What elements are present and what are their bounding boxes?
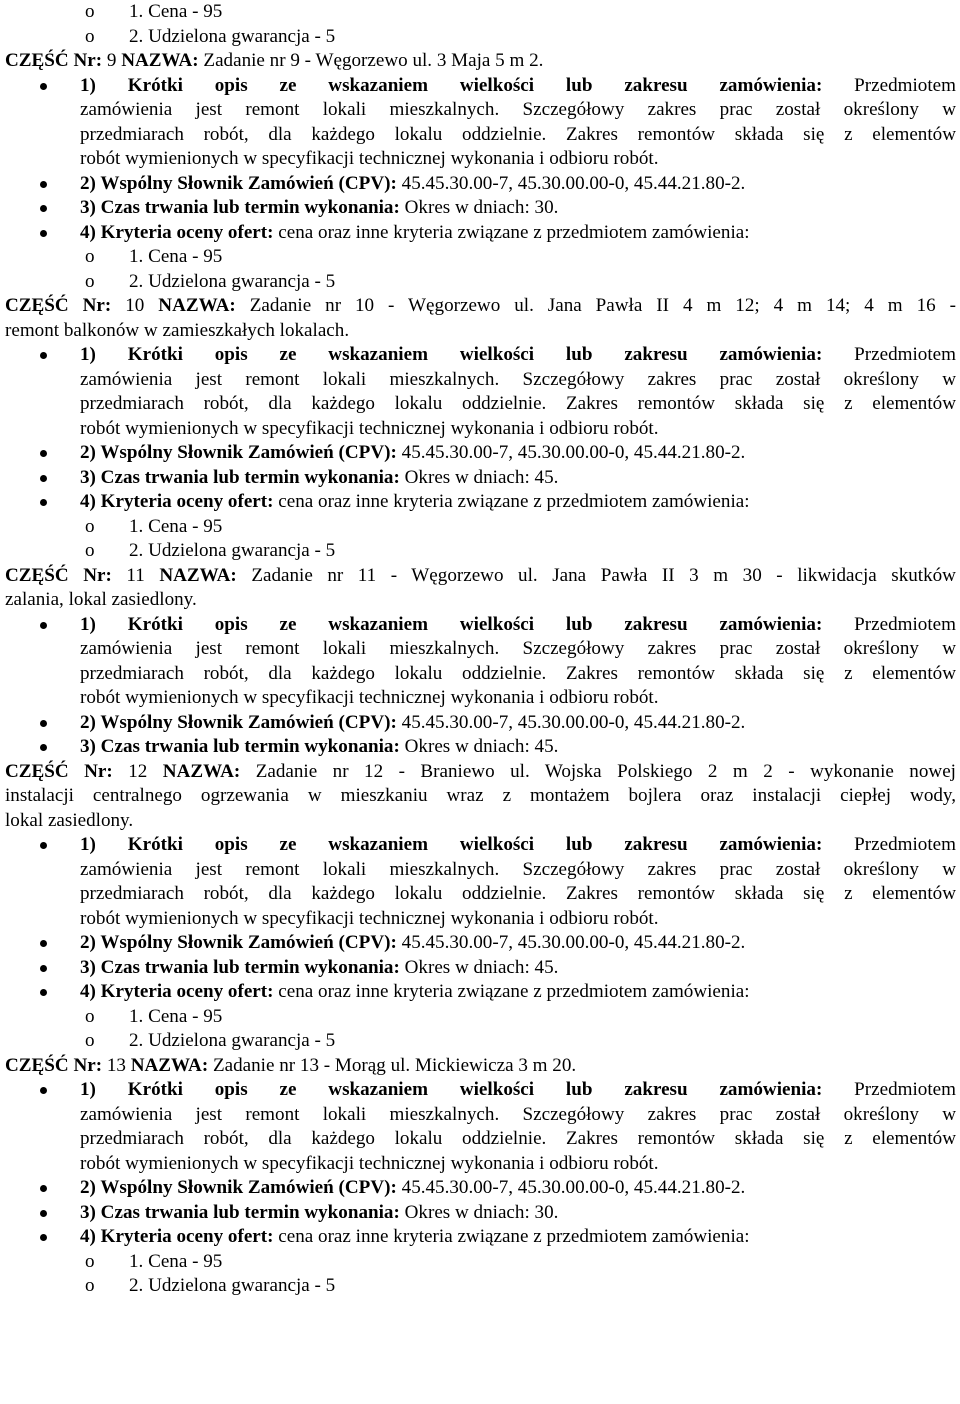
criterion-price: o 1. Cena - 95 [85,1005,223,1027]
part-heading-11-line: zalania, lokal zasiedlony. [5,589,197,610]
part-9-duration: 3) Czas trwania lub termin wykonania: Okres w dniach: 30. [5,196,956,221]
part-11-cpv: 2) Wspólny Słownik Zamówień (CPV): 45.45.30.00-7, 45.30.00.00-0, 45.44.21.80-2. [5,711,956,736]
part-heading-10-line: remont balkonów w zamieszkałych lokalach. [5,319,350,341]
part-10-criteria: 4) Kryteria oceny ofert: cena oraz inne kryteria związane z przedmiotem zamówienia: [5,490,956,515]
bullet-icon [40,450,47,457]
criterion-guarantee: o 2. Udzielona gwarancja - 5 [85,270,336,292]
part-12-duration: 3) Czas trwania lub termin wykonania: Okres w dniach: 45. [5,956,956,981]
part-9-criteria: 4) Kryteria oceny ofert: cena oraz inne kryteria związane z przedmiotem zamówienia: [5,221,956,246]
part-13-description-line: przedmiarach robót, dla każdego lokalu oddzielnie. Zakres remontów składa się z elementów [80,1128,956,1149]
criterion-guarantee: o 2. Udzielona gwarancja - 5 [85,1275,336,1296]
bullet-icon [40,499,47,506]
part-13-cpv: 2) Wspólny Słownik Zamówień (CPV): 45.45.30.00-7, 45.30.00.00-0, 45.44.21.80-2. [5,1176,956,1201]
bullet-icon [40,989,47,996]
criterion-guarantee: o 2. Udzielona gwarancja - 5 [85,540,336,561]
part-13-description: 1) Krótki opis ze wskazaniem wielkości lub zakresu zamówienia: Przedmiotem [5,1078,956,1103]
criterion-price: o 1. Cena - 95 [85,246,223,267]
part-heading-12-line: lokal zasiedlony. [5,809,134,831]
part-10-description-line: robót wymienionych w specyfikacji technicznej wykonania i odbioru robót. [80,417,659,439]
part-11-duration: 3) Czas trwania lub termin wykonania: Okres w dniach: 45. [5,735,956,760]
bullet-icon [40,1185,47,1192]
part-heading-9: CZĘŚĆ Nr: 9 NAZWA: Zadanie nr 9 - Węgorzewo ul. 3 Maja 5 m 2. [5,50,544,71]
document-page [5,0,956,1299]
criterion-guarantee: o 2. Udzielona gwarancja - 5 [85,25,336,47]
part-heading-11: CZĘŚĆ Nr: 11 NAZWA: Zadanie nr 11 - Węgorzewo ul. Jana Pawła II 3 m 30 - likwidacja skutków [5,564,956,586]
bullet-icon [40,475,47,482]
bullet-icon [40,622,47,629]
bullet-icon [40,1210,47,1217]
part-10-duration: 3) Czas trwania lub termin wykonania: Okres w dniach: 45. [5,466,956,491]
part-12-cpv: 2) Wspólny Słownik Zamówień (CPV): 45.45.30.00-7, 45.30.00.00-0, 45.44.21.80-2. [5,931,956,956]
part-12-description: 1) Krótki opis ze wskazaniem wielkości lub zakresu zamówienia: Przedmiotem [5,833,956,858]
bullet-icon [40,965,47,972]
bullet-icon [40,352,47,359]
part-11-description-line: robót wymienionych w specyfikacji technicznej wykonania i odbioru robót. [80,687,659,708]
part-heading-12: CZĘŚĆ Nr: 12 NAZWA: Zadanie nr 12 - Braniewo ul. Wojska Polskiego 2 m 2 - wykonanie nowej [5,760,956,782]
part-heading-12-line: instalacji centralnego ogrzewania w mieszkaniu wraz z montażem bojlera oraz instalacji ciepłej wody, [5,785,956,806]
part-10-cpv: 2) Wspólny Słownik Zamówień (CPV): 45.45.30.00-7, 45.30.00.00-0, 45.44.21.80-2. [5,441,956,466]
part-9-description-line: robót wymienionych w specyfikacji technicznej wykonania i odbioru robót. [80,148,659,169]
part-11-description-line: zamówienia jest remont lokali mieszkalnych. Szczegółowy zakres prac został określony w [80,638,956,659]
bullet-icon [40,842,47,849]
bullet-icon [40,940,47,947]
criterion-guarantee: o 2. Udzielona gwarancja - 5 [85,1030,336,1051]
bullet-icon [40,1087,47,1094]
criterion-price: o 1. Cena - 95 [85,1,223,22]
part-12-description-line: zamówienia jest remont lokali mieszkalnych. Szczegółowy zakres prac został określony w [80,858,956,880]
part-10-description-line: przedmiarach robót, dla każdego lokalu oddzielnie. Zakres remontów składa się z elementów [80,393,956,414]
part-11-description: 1) Krótki opis ze wskazaniem wielkości lub zakresu zamówienia: Przedmiotem [5,613,956,638]
part-11-description-line: przedmiarach robót, dla każdego lokalu oddzielnie. Zakres remontów składa się z elementów [80,662,956,684]
part-9-description: 1) Krótki opis ze wskazaniem wielkości lub zakresu zamówienia: Przedmiotem [5,74,956,99]
bullet-icon [40,230,47,237]
part-heading-10: CZĘŚĆ Nr: 10 NAZWA: Zadanie nr 10 - Węgorzewo ul. Jana Pawła II 4 m 12; 4 m 14; 4 m 16 - [5,295,957,316]
part-9-description-line: przedmiarach robót, dla każdego lokalu oddzielnie. Zakres remontów składa się z elementów [80,123,956,145]
bullet-icon [40,205,47,212]
part-9-cpv: 2) Wspólny Słownik Zamówień (CPV): 45.45.30.00-7, 45.30.00.00-0, 45.44.21.80-2. [5,172,956,197]
part-9-description-line: zamówienia jest remont lokali mieszkalnych. Szczegółowy zakres prac został określony w [80,99,956,120]
bullet-icon [40,181,47,188]
bullet-icon [40,1234,47,1241]
part-13-duration: 3) Czas trwania lub termin wykonania: Okres w dniach: 30. [5,1201,956,1226]
bullet-icon [40,720,47,727]
part-12-criteria: 4) Kryteria oceny ofert: cena oraz inne kryteria związane z przedmiotem zamówienia: [5,980,956,1005]
part-12-description-line: robót wymienionych w specyfikacji technicznej wykonania i odbioru robót. [80,907,659,929]
part-heading-13: CZĘŚĆ Nr: 13 NAZWA: Zadanie nr 13 - Morąg ul. Mickiewicza 3 m 20. [5,1054,577,1076]
part-13-criteria: 4) Kryteria oceny ofert: cena oraz inne kryteria związane z przedmiotem zamówienia: [5,1225,956,1250]
part-10-description-line: zamówienia jest remont lokali mieszkalnych. Szczegółowy zakres prac został określony w [80,368,956,390]
bullet-icon [40,83,47,90]
bullet-icon [40,744,47,751]
part-13-description-line: robót wymienionych w specyfikacji technicznej wykonania i odbioru robót. [80,1152,659,1174]
part-12-description-line: przedmiarach robót, dla każdego lokalu oddzielnie. Zakres remontów składa się z elementów [80,883,956,904]
criterion-price: o 1. Cena - 95 [85,515,223,537]
part-13-description-line: zamówienia jest remont lokali mieszkalnych. Szczegółowy zakres prac został określony w [80,1103,956,1125]
part-10-description: 1) Krótki opis ze wskazaniem wielkości lub zakresu zamówienia: Przedmiotem [5,343,956,368]
criterion-price: o 1. Cena - 95 [85,1250,223,1272]
